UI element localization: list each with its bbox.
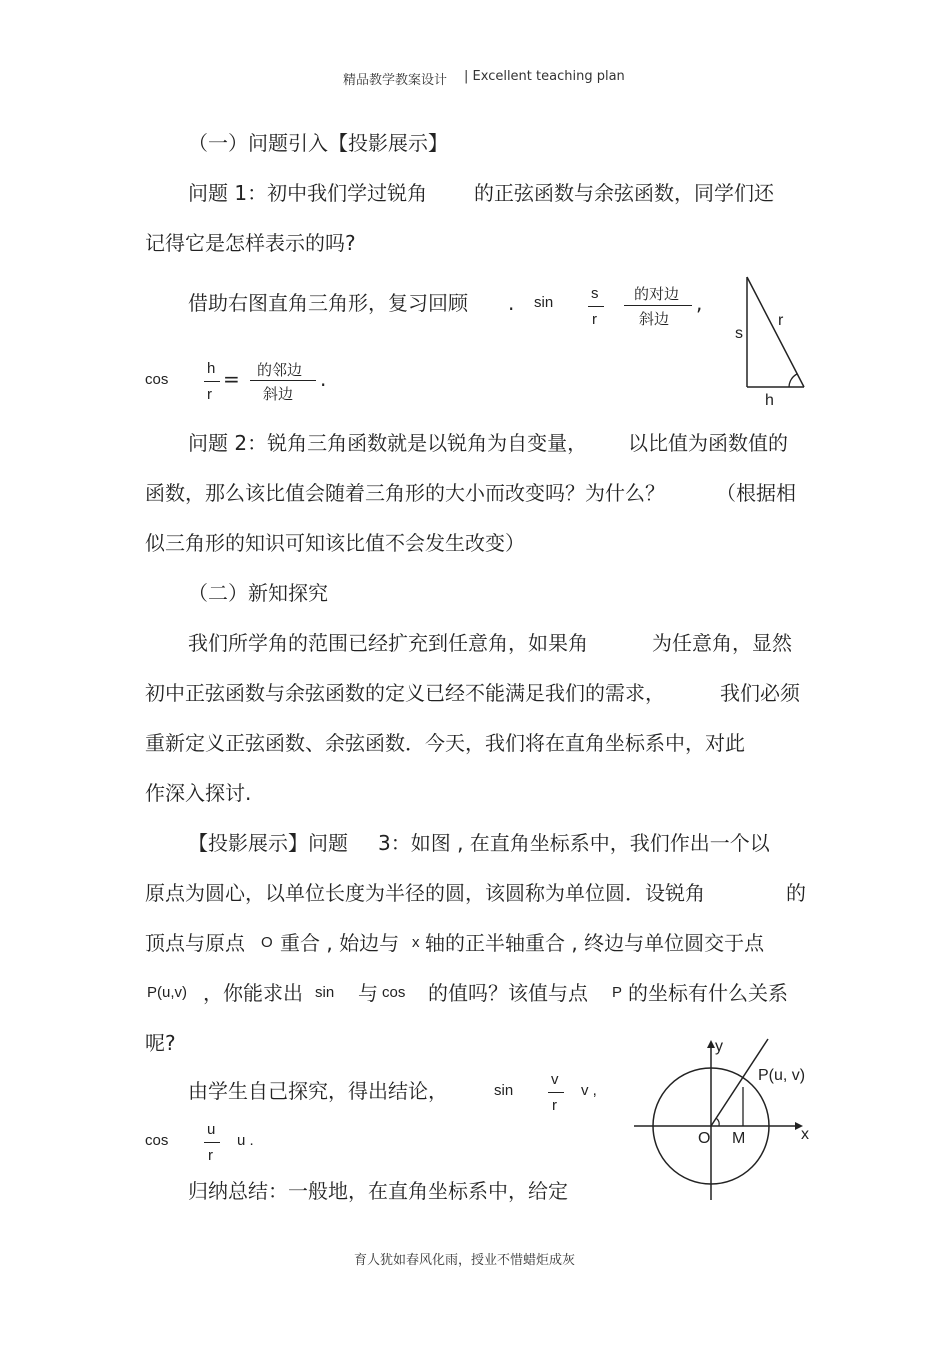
q1-line2: 记得它是怎样表示的吗? [145, 231, 356, 255]
circle-label-P: P(u, v) [758, 1067, 806, 1084]
triangle-label-s: s [735, 325, 743, 342]
conclusion-cos-num: u [207, 1121, 216, 1138]
q3-line3a: 顶点与原点 [145, 931, 245, 955]
sin-label: sin [534, 294, 554, 311]
para1-line2a: 初中正弦函数与余弦函数的定义已经不能满足我们的需求， [145, 681, 665, 705]
conclusion-text: 由学生自己探究，得出结论， [188, 1079, 448, 1103]
q3-a: 【投影展示】问题 [188, 831, 348, 855]
conclusion-cos-den: r [208, 1147, 213, 1164]
header-title-en: | Excellent teaching plan [464, 69, 625, 84]
q3-line4c: 的值吗？该值与点 [428, 981, 588, 1005]
conclusion-cos-val: u . [237, 1132, 254, 1149]
adj-den: 斜边 [263, 385, 294, 403]
para1-line4: 作深入探讨. [145, 781, 252, 805]
para1-a: 我们所学角的范围已经扩充到任意角，如果角 [188, 631, 588, 655]
q3-line4a: ，你能求出 [203, 981, 303, 1005]
q2-text-b: 以比值为函数值的 [628, 431, 788, 455]
opp-den: 斜边 [639, 310, 670, 328]
para1-line2b: 我们必须 [720, 681, 800, 705]
q3-line4-sin: sin [315, 984, 335, 1001]
q3-line2b: 的 [786, 881, 806, 905]
q3-line5: 呢? [145, 1031, 176, 1055]
q1-text-b: 的正弦函数与余弦函数，同学们还 [474, 181, 774, 205]
q3-line3-O: O [261, 934, 273, 951]
opp-num: 的对边 [634, 285, 680, 303]
triangle-label-h: h [765, 392, 774, 409]
conclusion-sin: sin [494, 1082, 514, 1099]
q3-line4d: 的坐标有什么关系 [628, 981, 788, 1005]
sin-den: r [592, 311, 597, 328]
sin-num: s [591, 285, 599, 302]
q3-line4b: 与 [358, 981, 378, 1005]
circle-label-O: O [698, 1130, 711, 1147]
q3-line4-P2: P [612, 984, 623, 1001]
circle-label-y: y [715, 1038, 723, 1055]
section-1-title: （一）问题引入【投影展示】 [188, 131, 448, 155]
header-title-cn: 精品教学教案设计 [343, 73, 448, 88]
sin-comma: , [696, 291, 703, 315]
para1-b: 为任意角，显然 [652, 631, 792, 655]
cos-label: cos [145, 371, 169, 388]
review-text: 借助右图直角三角形，复习回顾 [188, 291, 468, 315]
cos-period: . [320, 367, 327, 391]
y-axis-arrow [707, 1040, 715, 1048]
cos-eq: = [223, 367, 240, 391]
q3-line3c: 轴的正半轴重合 , 终边与单位圆交于点 [425, 931, 765, 955]
triangle-label-r: r [778, 312, 784, 329]
q3-line4-cos: cos [382, 984, 406, 1001]
circle-label-x: x [801, 1126, 809, 1143]
q2-line2b: （根据相 [716, 481, 796, 505]
angle-arc [716, 1118, 719, 1126]
cos-den: r [207, 386, 212, 403]
adj-num: 的邻边 [257, 361, 303, 379]
review-dot: . [508, 291, 515, 315]
footer-text: 育人犹如春风化雨，授业不惜蜡炬成灰 [354, 1253, 576, 1268]
q3-line4-P: P(u,v) [147, 984, 188, 1001]
conclusion-sin-den: r [552, 1097, 557, 1114]
q1-text-a: 问题 1：初中我们学过锐角 [188, 181, 428, 205]
conclusion-sin-num: v [551, 1071, 559, 1088]
circle-label-M: M [732, 1130, 746, 1147]
q2-line3: 似三角形的知识可知该比值不会发生改变） [145, 531, 525, 555]
q3-line3b: 重合 , 始边与 [280, 931, 400, 955]
q3-line3-x: x [412, 934, 420, 951]
q2-line2a: 函数，那么该比值会随着三角形的大小而改变吗？为什么？ [145, 481, 665, 505]
q3-num: 3：如图 , 在直角坐标系中，我们作出一个以 [378, 831, 770, 855]
conclusion-sin-val: v , [581, 1082, 597, 1099]
cos-num: h [207, 360, 216, 377]
q2-text-a: 问题 2：锐角三角函数就是以锐角为自变量， [188, 431, 588, 455]
conclusion-cos: cos [145, 1132, 169, 1149]
para1-line3: 重新定义正弦函数、余弦函数．今天，我们将在直角坐标系中，对此 [145, 731, 745, 755]
summary-text: 归纳总结：一般地，在直角坐标系中，给定 [188, 1179, 568, 1203]
q3-line2a: 原点为圆心，以单位长度为半径的圆，该圆称为单位圆．设锐角 [145, 881, 705, 905]
section-2-title: （二）新知探究 [188, 581, 328, 605]
